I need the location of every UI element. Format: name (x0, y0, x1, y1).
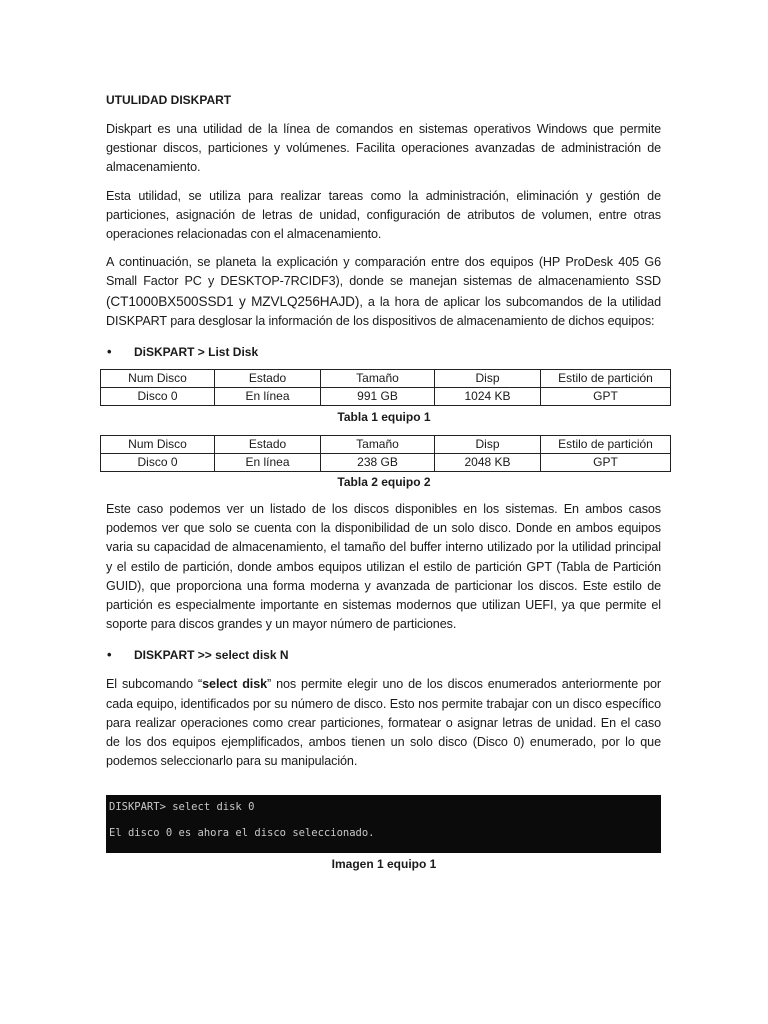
table-header-cell: Estado (215, 436, 321, 454)
console-output-line: El disco 0 es ahora el disco seleccionado. (109, 827, 375, 839)
paragraph-comparison-text: A continuación, se planeta la explicación y comparación entre dos equipos (HP ProDesk 405 G6 Small Factor PC y DESKTOP-7RCIDF3), donde se manejan sistemas de almacenamiento SSD (106, 255, 661, 289)
paragraph-comparison (106, 253, 661, 331)
table-header-cell: Estilo de partición (541, 370, 671, 388)
table-row (101, 388, 671, 406)
bullet-label: DISKPART >> select disk N (134, 648, 289, 663)
document-body-lower (106, 500, 661, 780)
table-header-cell: Disp (435, 436, 541, 454)
paragraph-comparison-text-end: , a la hora de aplicar los subcomandos de la utilidad DISKPART para desglosar la información de los dispositivos de almacenamiento de dichos equipos: (106, 294, 661, 328)
table-cell: Disco 0 (101, 454, 215, 472)
table-cell: En línea (215, 388, 321, 406)
table-cell: 991 GB (321, 388, 435, 406)
table-cell: GPT (541, 454, 671, 472)
table-header-cell: Estilo de partición (541, 436, 671, 454)
paragraph-select-disk (106, 675, 661, 771)
bullet-icon: • (107, 344, 112, 360)
paragraph-select-disk-text: El subcomando “ (106, 677, 203, 692)
table-cell: 238 GB (321, 454, 435, 472)
image-1-caption: Imagen 1 equipo 1 (331, 857, 437, 871)
paragraph-analysis: Este caso podemos ver un listado de los discos disponibles en los sistemas. En ambos casos podemos ver que solo se cuenta con la disponibilidad de un solo disco. Donde en ambos equipos varia su capacidad de almacenamiento, el tamaño del buffer interno utilizado por la utilidad principal y el estilo de partición, donde ambos equipos utilizan el estilo de partición GPT (Tabla de Partición GUID), que proporciona una forma moderna y avanzada de particionar los discos. Este estilo de partición es especialmente importante en sistemas modernos que utilizan UEFI, ya que permite el soporte para discos grandes y un mayor número de particiones. (106, 502, 661, 632)
disk-table-equipo-2 (100, 435, 671, 472)
paragraph-intro: Diskpart es una utilidad de la línea de comandos en sistemas operativos Windows que permite gestionar discos, particiones y volúmenes. Facilita operaciones avanzadas de administración de almacenamiento. (106, 122, 661, 175)
bullet-list-disk (106, 344, 661, 360)
ssd-models-text: (CT1000BX500SSD1 y MZVLQ256HAJD) (106, 293, 360, 309)
table-2-caption: Tabla 2 equipo 2 (337, 475, 431, 489)
document-title: UTULIDAD DISKPART (106, 93, 232, 107)
table-row (101, 454, 671, 472)
bullet-select-disk (106, 647, 661, 663)
document-body (106, 92, 661, 372)
table-header-cell: Num Disco (101, 436, 215, 454)
table-header-row (101, 370, 671, 388)
table-1-caption: Tabla 1 equipo 1 (337, 410, 431, 424)
disk-table-equipo-1 (100, 369, 671, 406)
table-header-cell: Disp (435, 370, 541, 388)
bullet-icon: • (107, 647, 112, 663)
paragraph-usage: Esta utilidad, se utiliza para realizar tareas como la administración, eliminación y gestión de particiones, asignación de letras de unidad, configuración de atributos de volumen, entre otras operaciones relacionadas con el almacenamiento. (106, 188, 661, 242)
paragraph-select-disk-text-end: ” nos permite elegir uno de los discos enumerados anteriormente por cada equipo, identificados por su número de disco. Esto nos permite trabajar con un disco específico para realizar operaciones como crear particiones, formatear o asignar letras de unidad. En el caso de los dos equipos ejemplificados, ambos tienen un solo disco (Disco 0) enumerado, por lo que podemos seleccionarlo para su manipulación. (106, 677, 661, 769)
table-cell: 2048 KB (435, 454, 541, 472)
table-header-cell: Tamaño (321, 436, 435, 454)
table-cell: En línea (215, 454, 321, 472)
bullet-label: DiSKPART > List Disk (134, 345, 259, 360)
console-screenshot (106, 795, 661, 853)
table-header-cell: Tamaño (321, 370, 435, 388)
select-disk-keyword: select disk (202, 677, 268, 692)
table-header-row (101, 436, 671, 454)
table-cell: GPT (541, 388, 671, 406)
table-cell: Disco 0 (101, 388, 215, 406)
table-header-cell: Estado (215, 370, 321, 388)
table-cell: 1024 KB (435, 388, 541, 406)
console-command-line: DISKPART> select disk 0 (109, 801, 255, 813)
table-header-cell: Num Disco (101, 370, 215, 388)
